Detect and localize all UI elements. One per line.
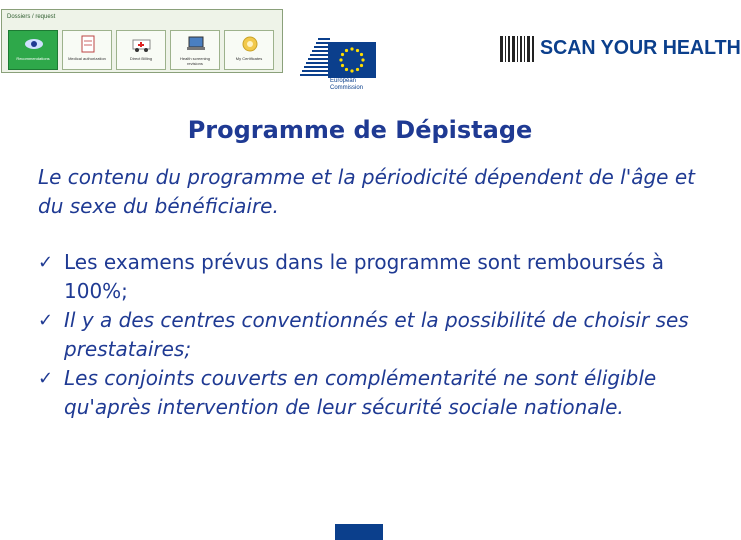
bullet-text: Il y a des centres conventionnés et la possibilité de choisir ses prestataires; bbox=[64, 308, 689, 361]
check-icon: ✓ bbox=[38, 252, 54, 273]
laptop-icon bbox=[185, 35, 207, 53]
brand-name: SCAN YOUR HEALTH bbox=[540, 37, 741, 59]
footer-tab bbox=[335, 524, 383, 540]
tile-certificates bbox=[224, 30, 274, 70]
bullet-text: Les examens prévus dans le programme sont remboursés à 100%; bbox=[64, 250, 665, 303]
tile-direct-billing bbox=[116, 30, 166, 70]
bullet-list bbox=[38, 248, 698, 422]
list-item bbox=[38, 364, 698, 422]
intro-paragraph: Le contenu du programme et la périodicité dépendent de l'âge et du sexe du bénéficiaire. bbox=[38, 165, 695, 218]
eye-icon bbox=[23, 35, 45, 53]
barcode-icon bbox=[500, 36, 536, 62]
tile-label: Direct Billing bbox=[129, 56, 153, 61]
eu-flag-icon bbox=[328, 42, 376, 78]
app-screenshot-title: Dossiers / request bbox=[7, 14, 56, 20]
ec-logo-text bbox=[330, 78, 363, 92]
tile-medical-authorization bbox=[62, 30, 112, 70]
ec-logo-line1: European bbox=[330, 78, 357, 84]
tile-label: My Certificates bbox=[235, 56, 263, 61]
check-icon: ✓ bbox=[38, 368, 54, 389]
slide-title: Programme de Dépistage bbox=[187, 116, 533, 144]
check-icon: ✓ bbox=[38, 310, 54, 331]
tile-label: Health screening revisions bbox=[179, 56, 211, 66]
tile-health-screening bbox=[170, 30, 220, 70]
scan-your-health-logo bbox=[500, 34, 741, 66]
ambulance-icon bbox=[131, 35, 153, 53]
tile-label: Recommendations bbox=[16, 56, 50, 61]
european-commission-logo bbox=[300, 20, 410, 98]
app-screenshot bbox=[1, 9, 283, 73]
certificate-icon bbox=[239, 35, 261, 53]
ec-logo-line2: Commission bbox=[330, 85, 364, 91]
list-item bbox=[38, 248, 698, 306]
bullet-text: Les conjoints couverts en complémentarité ne sont éligible qu'après intervention de leur sécurité sociale nationale. bbox=[64, 366, 657, 419]
tile-label: Medical authorization bbox=[68, 56, 106, 61]
list-item bbox=[38, 306, 698, 364]
tile-recommendations bbox=[8, 30, 58, 70]
document-icon bbox=[77, 35, 99, 53]
